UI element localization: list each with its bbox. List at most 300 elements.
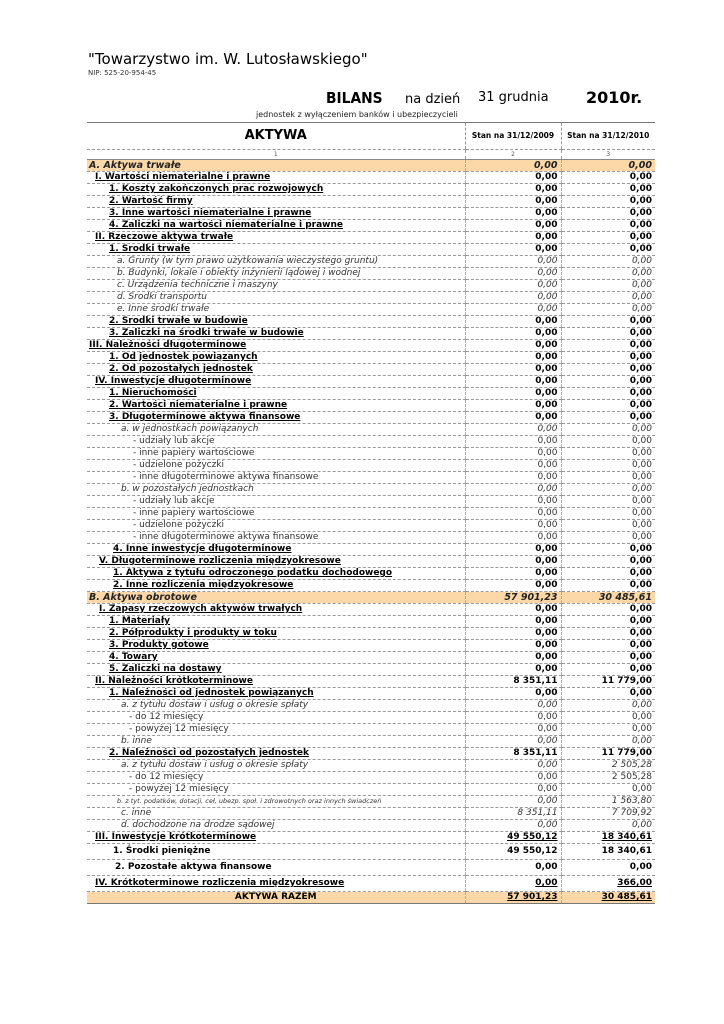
row-label xyxy=(87,160,465,172)
value-2009-text: 49 550,12 xyxy=(507,846,558,856)
value-2009-text: 8 351,11 xyxy=(513,676,558,686)
section-row xyxy=(87,160,655,172)
value-2009-text: 0,00 xyxy=(537,760,558,770)
value-2009 xyxy=(465,784,561,796)
value-2010 xyxy=(561,328,655,340)
value-2010-text: 0,00 xyxy=(629,616,652,626)
row-label xyxy=(87,256,465,268)
column-number-1: 1 xyxy=(87,150,465,160)
value-2009 xyxy=(465,508,561,520)
row-label xyxy=(87,316,465,328)
document-subtitle: jednostek z wyłączeniem banków i ubezpieczycieli xyxy=(256,110,458,119)
value-2010-text: 0,00 xyxy=(629,862,652,872)
row-label-text: 1. Nieruchomości xyxy=(109,388,197,398)
table-row xyxy=(87,220,655,232)
row-label-text: 2. Półprodukty i produkty w toku xyxy=(109,628,277,638)
row-label xyxy=(87,544,465,556)
value-2010 xyxy=(561,652,655,664)
value-2010 xyxy=(561,820,655,832)
value-2009-text: 0,00 xyxy=(537,520,558,530)
value-2010 xyxy=(561,220,655,232)
value-2009-text: 0,00 xyxy=(537,484,558,494)
row-label-text: - powyżej 12 miesięcy xyxy=(129,724,229,734)
row-label-text: - inne długoterminowe aktywa finansowe xyxy=(133,532,319,542)
value-2009 xyxy=(465,604,561,616)
value-2009-text: 0,00 xyxy=(537,532,558,542)
value-2010 xyxy=(561,340,655,352)
table-row xyxy=(87,352,655,364)
value-2010-text: 0,00 xyxy=(629,220,652,230)
row-label xyxy=(87,616,465,628)
row-label-text: 4. Inne inwestycje długoterminowe xyxy=(113,544,292,554)
table-row xyxy=(87,364,655,376)
value-2010-text: 0,00 xyxy=(629,208,652,218)
report-year: 2010r. xyxy=(586,88,643,107)
table-row xyxy=(87,520,655,532)
value-2009-text: 0,00 xyxy=(535,568,558,578)
row-label xyxy=(87,736,465,748)
value-2010-text: 30 485,61 xyxy=(598,592,652,603)
row-label-text: V. Długoterminowe rozliczenia międzyokresowe xyxy=(99,556,341,566)
value-2009 xyxy=(465,328,561,340)
value-2009 xyxy=(465,244,561,256)
value-2010-text: 0,00 xyxy=(631,820,652,830)
value-2010-text: 0,00 xyxy=(631,724,652,734)
row-label xyxy=(87,340,465,352)
row-label-text: e. Inne środki trwałe xyxy=(117,304,210,314)
value-2010 xyxy=(561,316,655,328)
value-2009 xyxy=(465,676,561,688)
value-2009 xyxy=(465,340,561,352)
table-row xyxy=(87,268,655,280)
row-label-text: - udzielone pożyczki xyxy=(133,460,225,470)
value-2010 xyxy=(561,436,655,448)
value-2009-text: 0,00 xyxy=(535,412,558,422)
value-2009 xyxy=(465,412,561,424)
row-label-text: a. w jednostkach powiązanych xyxy=(121,424,259,434)
value-2009 xyxy=(465,436,561,448)
value-2009-text: 0,00 xyxy=(535,376,558,386)
row-label-text: 2. Środki trwałe w budowie xyxy=(109,316,248,326)
table-row xyxy=(87,316,655,328)
row-label xyxy=(87,580,465,592)
value-2010 xyxy=(561,860,655,876)
value-2010-text: 7 709,92 xyxy=(611,808,652,818)
row-label xyxy=(87,784,465,796)
table-row xyxy=(87,760,655,772)
value-2009 xyxy=(465,640,561,652)
value-2009-text: 0,00 xyxy=(537,508,558,518)
value-2009-text: 0,00 xyxy=(534,160,558,171)
value-2009 xyxy=(465,860,561,876)
row-label-text: d. Środki transportu xyxy=(117,292,207,302)
value-2010-text: 0,00 xyxy=(629,652,652,662)
value-2010-text: 366,00 xyxy=(617,878,652,888)
value-2010 xyxy=(561,616,655,628)
value-2009 xyxy=(465,616,561,628)
value-2010 xyxy=(561,460,655,472)
document-title: BILANS xyxy=(326,89,383,107)
value-2009 xyxy=(465,400,561,412)
value-2009 xyxy=(465,652,561,664)
row-label xyxy=(87,304,465,316)
row-label xyxy=(87,860,465,876)
value-2010-text: 0,00 xyxy=(631,496,652,506)
table-row xyxy=(87,484,655,496)
value-2009-text: 0,00 xyxy=(535,208,558,218)
column-number-row xyxy=(87,150,655,160)
value-2009-text: 0,00 xyxy=(537,724,558,734)
value-2010 xyxy=(561,724,655,736)
value-2009-text: 8 351,11 xyxy=(513,748,558,758)
value-2009-text: 0,00 xyxy=(537,496,558,506)
row-label xyxy=(87,712,465,724)
row-label xyxy=(87,208,465,220)
row-label-text: 3. Zaliczki na środki trwałe w budowie xyxy=(109,328,304,338)
table-row xyxy=(87,304,655,316)
row-label-text: A. Aktywa trwałe xyxy=(89,160,181,171)
row-label-text: I. Zapasy rzeczowych aktywów trwałych xyxy=(99,604,303,614)
value-2010-text: 2 505,28 xyxy=(611,760,652,770)
row-label xyxy=(87,604,465,616)
row-label-text: 1. Środki pieniężne xyxy=(113,846,211,856)
value-2009 xyxy=(465,832,561,844)
table-row xyxy=(87,808,655,820)
value-2010 xyxy=(561,736,655,748)
row-label xyxy=(87,772,465,784)
table-row xyxy=(87,412,655,424)
value-2009-text: 0,00 xyxy=(535,640,558,650)
value-2009 xyxy=(465,760,561,772)
value-2010-text: 0,00 xyxy=(631,460,652,470)
row-label-text: - powyżej 12 miesięcy xyxy=(129,784,229,794)
table-row xyxy=(87,700,655,712)
value-2010-text: 11 779,00 xyxy=(601,676,652,686)
value-2009-text: 0,00 xyxy=(537,772,558,782)
value-2010 xyxy=(561,364,655,376)
row-label xyxy=(87,412,465,424)
value-2009-text: 0,00 xyxy=(535,184,558,194)
value-2009 xyxy=(465,352,561,364)
value-2010-text: 0,00 xyxy=(629,556,652,566)
row-label-text: b. inne xyxy=(121,736,152,746)
row-label-text: - do 12 miesięcy xyxy=(129,712,204,722)
value-2010 xyxy=(561,160,655,172)
row-label-text: 1. Koszty zakończonych prac rozwojowych xyxy=(109,184,324,194)
value-2010-text: 0,00 xyxy=(629,604,652,614)
value-2010 xyxy=(561,208,655,220)
row-label-text: IV. Inwestycje długoterminowe xyxy=(95,376,252,386)
row-label xyxy=(87,280,465,292)
value-2010-text: 0,00 xyxy=(629,628,652,638)
value-2009 xyxy=(465,700,561,712)
value-2009 xyxy=(465,568,561,580)
value-2010-text: 0,00 xyxy=(631,532,652,542)
value-2010-text: 0,00 xyxy=(629,412,652,422)
table-row xyxy=(87,472,655,484)
table-row xyxy=(87,448,655,460)
value-2009-text: 0,00 xyxy=(537,460,558,470)
value-2010 xyxy=(561,256,655,268)
value-2009 xyxy=(465,484,561,496)
total-row xyxy=(87,892,655,904)
value-2009 xyxy=(465,160,561,172)
row-label-text: c. inne xyxy=(121,808,152,818)
value-2009 xyxy=(465,496,561,508)
value-2010-text: 0,00 xyxy=(631,712,652,722)
row-label xyxy=(87,196,465,208)
row-label-text: b. Budynki, lokale i obiekty inżynierii lądowej i wodnej xyxy=(117,268,361,278)
row-label xyxy=(87,724,465,736)
value-2010-text: 0,00 xyxy=(629,172,652,182)
value-2009-text: 0,00 xyxy=(537,796,558,806)
value-2010-text: 0,00 xyxy=(631,448,652,458)
table-row xyxy=(87,244,655,256)
value-2010-text: 0,00 xyxy=(631,472,652,482)
table-row xyxy=(87,400,655,412)
row-label xyxy=(87,292,465,304)
value-2010-text: 0,00 xyxy=(631,304,652,314)
value-2009-text: 57 901,23 xyxy=(504,592,558,603)
row-label xyxy=(87,220,465,232)
value-2009 xyxy=(465,820,561,832)
table-row xyxy=(87,292,655,304)
value-2010 xyxy=(561,244,655,256)
value-2010 xyxy=(561,508,655,520)
value-2009 xyxy=(465,772,561,784)
row-label xyxy=(87,376,465,388)
value-2009-text: 0,00 xyxy=(537,280,558,290)
value-2009 xyxy=(465,316,561,328)
value-2010-text: 0,00 xyxy=(629,376,652,386)
value-2009-text: 0,00 xyxy=(535,580,558,590)
value-2010 xyxy=(561,232,655,244)
value-2010-text: 0,00 xyxy=(631,256,652,266)
row-label xyxy=(87,628,465,640)
row-label-text: 1. Środki trwałe xyxy=(109,244,191,254)
value-2009 xyxy=(465,532,561,544)
value-2010 xyxy=(561,772,655,784)
nip-number: NIP: 525-20-954-45 xyxy=(88,69,157,77)
value-2010-text: 0,00 xyxy=(629,328,652,338)
section-row xyxy=(87,592,655,604)
value-2010-text: 0,00 xyxy=(631,268,652,278)
value-2009 xyxy=(465,304,561,316)
value-2010-text: 18 340,61 xyxy=(601,832,652,842)
value-2009 xyxy=(465,844,561,860)
table-row xyxy=(87,748,655,760)
value-2010-text: 30 485,61 xyxy=(601,892,652,902)
value-2010-text: 0,00 xyxy=(631,736,652,746)
table-row xyxy=(87,736,655,748)
row-label xyxy=(87,388,465,400)
row-label xyxy=(87,232,465,244)
row-label-text: 2. Inne rozliczenia międzyokresowe xyxy=(113,580,294,590)
value-2009-text: 0,00 xyxy=(535,388,558,398)
table-row xyxy=(87,280,655,292)
value-2010-text: 0,00 xyxy=(631,700,652,710)
row-label xyxy=(87,268,465,280)
value-2009-text: 0,00 xyxy=(535,664,558,674)
row-label-text: - udziały lub akcje xyxy=(133,436,215,446)
value-2009-text: 0,00 xyxy=(535,688,558,698)
value-2010-text: 0,00 xyxy=(631,292,652,302)
value-2009 xyxy=(465,808,561,820)
table-row xyxy=(87,196,655,208)
table-row xyxy=(87,232,655,244)
value-2010 xyxy=(561,832,655,844)
row-label xyxy=(87,892,465,904)
row-label xyxy=(87,424,465,436)
value-2010-text: 11 779,00 xyxy=(601,748,652,758)
value-2010 xyxy=(561,580,655,592)
table-row xyxy=(87,628,655,640)
row-label xyxy=(87,184,465,196)
row-label-text: a. z tytułu dostaw i usług o okresie spłaty xyxy=(121,700,309,710)
row-label xyxy=(87,436,465,448)
value-2009-text: 0,00 xyxy=(537,436,558,446)
table-row xyxy=(87,832,655,844)
value-2010 xyxy=(561,352,655,364)
value-2009 xyxy=(465,256,561,268)
value-2010-text: 0,00 xyxy=(629,640,652,650)
table-row xyxy=(87,436,655,448)
table-header-row xyxy=(87,123,655,150)
row-label-text: - udzielone pożyczki xyxy=(133,520,225,530)
value-2009-text: 0,00 xyxy=(537,292,558,302)
value-2009 xyxy=(465,268,561,280)
row-label-text: - inne papiery wartościowe xyxy=(133,448,255,458)
row-label xyxy=(87,328,465,340)
table-row xyxy=(87,568,655,580)
row-label xyxy=(87,244,465,256)
value-2009-text: 0,00 xyxy=(537,472,558,482)
row-label xyxy=(87,820,465,832)
table-row xyxy=(87,688,655,700)
value-2010 xyxy=(561,628,655,640)
value-2009-text: 0,00 xyxy=(537,820,558,830)
row-label-text: 3. Produkty gotowe xyxy=(109,640,209,650)
row-label-text: a. z tytułu dostaw i usług o okresie spłaty xyxy=(121,760,309,770)
table-row xyxy=(87,860,655,876)
row-label-text: 2. Wartości niematerialne i prawne xyxy=(109,400,288,410)
value-2010-text: 2 505,28 xyxy=(611,772,652,782)
row-label xyxy=(87,844,465,860)
table-row xyxy=(87,388,655,400)
table-row xyxy=(87,256,655,268)
value-2009-text: 0,00 xyxy=(535,340,558,350)
row-label xyxy=(87,760,465,772)
value-2009-text: 0,00 xyxy=(537,784,558,794)
value-2009-text: 0,00 xyxy=(537,256,558,266)
row-label xyxy=(87,700,465,712)
table-row xyxy=(87,328,655,340)
value-2010 xyxy=(561,688,655,700)
row-label-text: B. Aktywa obrotowe xyxy=(89,592,197,603)
row-label-text: - udziały lub akcje xyxy=(133,496,215,506)
table-row xyxy=(87,820,655,832)
value-2010 xyxy=(561,268,655,280)
value-2010-text: 0,00 xyxy=(629,196,652,206)
value-2009-text: 0,00 xyxy=(535,328,558,338)
value-2010-text: 0,00 xyxy=(629,184,652,194)
table-row xyxy=(87,616,655,628)
table-row xyxy=(87,604,655,616)
value-2009-text: 0,00 xyxy=(537,700,558,710)
value-2010-text: 0,00 xyxy=(631,436,652,446)
value-2009 xyxy=(465,208,561,220)
value-2009 xyxy=(465,424,561,436)
row-label-text: b. w pozostałych jednostkach xyxy=(121,484,254,494)
value-2009 xyxy=(465,628,561,640)
value-2010 xyxy=(561,388,655,400)
row-label-text: 5. Zaliczki na dostawy xyxy=(109,664,222,674)
value-2009 xyxy=(465,292,561,304)
value-2010-text: 0,00 xyxy=(631,508,652,518)
value-2010-text: 0,00 xyxy=(631,784,652,794)
value-2009-text: 0,00 xyxy=(537,304,558,314)
value-2010-text: 0,00 xyxy=(629,688,652,698)
table-row xyxy=(87,376,655,388)
value-2010 xyxy=(561,292,655,304)
row-label-text: III. Należności długoterminowe xyxy=(89,340,247,350)
value-2009-text: 0,00 xyxy=(535,220,558,230)
value-2010-text: 0,00 xyxy=(631,484,652,494)
table-row xyxy=(87,208,655,220)
value-2010 xyxy=(561,496,655,508)
value-2010 xyxy=(561,748,655,760)
value-2010 xyxy=(561,568,655,580)
value-2010 xyxy=(561,400,655,412)
row-label-text: 2. Należności od pozostałych jednostek xyxy=(109,748,309,758)
row-label xyxy=(87,664,465,676)
row-label-text: I. Wartości niematerialne i prawne xyxy=(95,172,271,182)
value-2010 xyxy=(561,472,655,484)
value-2009 xyxy=(465,688,561,700)
row-label xyxy=(87,472,465,484)
column-2009-header: Stan na 31/12/2009 xyxy=(465,123,561,150)
value-2010 xyxy=(561,544,655,556)
row-label xyxy=(87,460,465,472)
value-2009 xyxy=(465,748,561,760)
value-2010-text: 0,00 xyxy=(629,544,652,554)
row-label-text: d. dochodzone na drodze sądowej xyxy=(121,820,275,830)
value-2010 xyxy=(561,592,655,604)
table-row xyxy=(87,424,655,436)
value-2009-text: 0,00 xyxy=(535,862,558,872)
value-2010 xyxy=(561,760,655,772)
value-2010 xyxy=(561,412,655,424)
value-2010 xyxy=(561,784,655,796)
report-date: 31 grudnia xyxy=(478,90,549,105)
value-2009 xyxy=(465,892,561,904)
value-2010-text: 0,00 xyxy=(629,316,652,326)
value-2010-text: 0,00 xyxy=(629,664,652,674)
value-2010 xyxy=(561,484,655,496)
value-2010 xyxy=(561,700,655,712)
value-2010 xyxy=(561,184,655,196)
value-2009 xyxy=(465,220,561,232)
table-row xyxy=(87,340,655,352)
value-2009 xyxy=(465,280,561,292)
value-2009-text: 0,00 xyxy=(535,616,558,626)
value-2010-text: 0,00 xyxy=(629,244,652,254)
value-2010 xyxy=(561,172,655,184)
row-label-text: IV. Krótkoterminowe rozliczenia międzyokresowe xyxy=(95,878,345,888)
value-2010-text: 0,00 xyxy=(631,424,652,434)
row-label-text: 2. Pozostałe aktywa finansowe xyxy=(115,862,272,872)
value-2009 xyxy=(465,376,561,388)
